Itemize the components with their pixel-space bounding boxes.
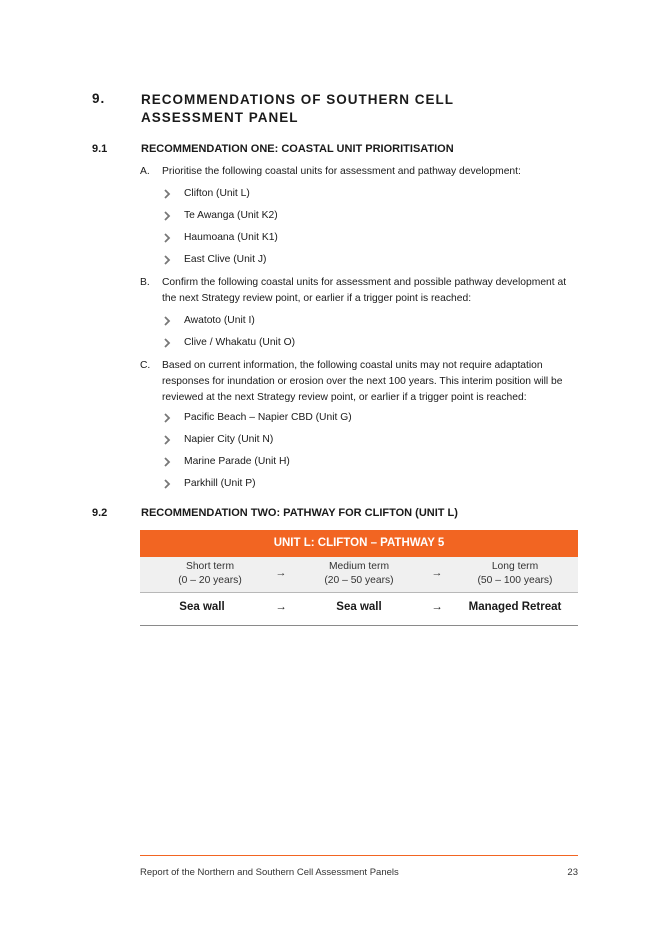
chevron-right-icon [162, 187, 172, 201]
table-actions-row [140, 593, 578, 626]
chevron-right-icon [162, 231, 172, 245]
item-text: Based on current information, the following coastal units may not require adaptation responses for inundation or erosion over the next 100 years. This interim position will be reviewed at the next Strategy review point, or earlier if a trigger point is reached: [162, 360, 563, 403]
arrow-right-icon: → [275, 567, 287, 579]
chevron-right-icon [162, 455, 172, 469]
chevron-right-icon [162, 314, 172, 328]
chevron-right-icon [162, 253, 172, 267]
rec2-title: RECOMMENDATION TWO: PATHWAY FOR CLIFTON (UNIT L) [141, 507, 458, 519]
arrow-right-icon: → [431, 567, 443, 579]
action-medium: Sea wall [336, 601, 382, 613]
action-short: Sea wall [179, 601, 225, 613]
footer-title: Report of the Northern and Southern Cell Assessment Panels [140, 867, 399, 878]
section-number: 9. [92, 91, 106, 106]
term-long: Long term (50 – 100 years) [477, 561, 553, 586]
footer-divider [140, 855, 578, 856]
rec1-number: 9.1 [92, 143, 108, 155]
chevron-right-icon [162, 433, 172, 447]
table-terms-row [140, 557, 578, 593]
rec2-number: 9.2 [92, 507, 108, 519]
item-letter: C. [140, 360, 151, 371]
chevron-right-icon [162, 411, 172, 425]
chevron-right-icon [162, 336, 172, 350]
term-short: Short term (0 – 20 years) [178, 561, 242, 586]
item-text: Prioritise the following coastal units for assessment and pathway development: [162, 166, 521, 177]
section-title: RECOMMENDATIONS OF SOUTHERN CELL ASSESSMENT PANEL [141, 92, 454, 125]
page-number: 23 [567, 867, 578, 878]
table-header: UNIT L: CLIFTON – PATHWAY 5 [140, 530, 578, 557]
arrow-right-icon: → [275, 601, 287, 613]
item-letter: B. [140, 277, 150, 288]
term-medium: Medium term (20 – 50 years) [324, 561, 394, 586]
document-page: 9. RECOMMENDATIONS OF SOUTHERN CELL ASSESSMENT PANEL 9.1 RECOMMENDATION ONE: COASTAL UNIT PRIORITISATION A. Prioritise the following coastal units for assessment and pathway development: Clifton (Unit L) Te Awanga (Unit K2) Haumoana (Unit K1) East Clive (Unit J) B. Confirm the following coastal units for assessment and possible pathway development at the next Strategy review point, or earlier if a trigger point is reached: Awatoto (Unit I) Clive / Whakatu (Unit O) C. Based on current information, the following coastal units may not require adaptation responses for inundation or erosion over the next 100 years. This interim position will be reviewed at the next Strategy review point, or earlier if a trigger point is reached: Pacific Beach – Napier CBD (Unit G) Napier City (Unit N) Marine Parade (Unit H) Parkhill (Unit P) 9.2 RECOMMENDATION TWO: PATHWAY FOR CLIFTON (UNIT L) UNIT L: CLIFTON – PATHWAY 5 Short term (0 – 20 years) → Medium term (20 – 50 years) → Long term (50 – 100 years) Sea wall → Sea wall → Managed Retreat Report of the Northern and Southern Cell Assessment Panels 23 [0, 0, 656, 929]
chevron-right-icon [162, 477, 172, 491]
rec1-title: RECOMMENDATION ONE: COASTAL UNIT PRIORITISATION [141, 143, 454, 155]
action-long: Managed Retreat [468, 601, 562, 613]
item-letter: A. [140, 166, 150, 177]
chevron-right-icon [162, 209, 172, 223]
arrow-right-icon: → [431, 601, 443, 613]
item-text: Confirm the following coastal units for assessment and possible pathway development at the next Strategy review point, or earlier if a trigger point is reached: [162, 277, 567, 304]
